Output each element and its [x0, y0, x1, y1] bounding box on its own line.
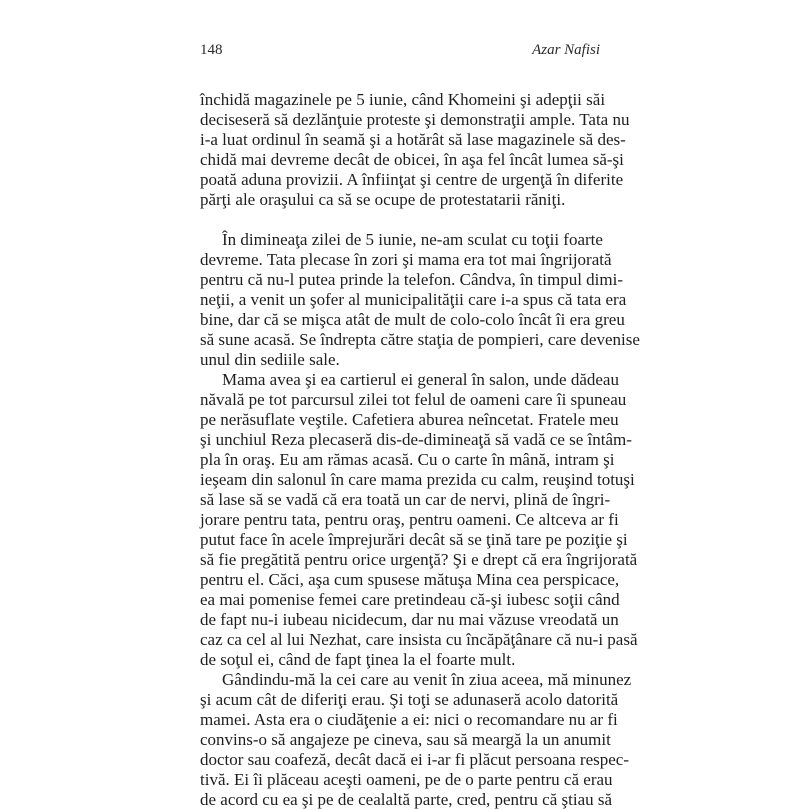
paragraph — [200, 370, 638, 670]
text-line: să lase să se vadă că era toată un car de nervi, plină de îngri- — [200, 490, 611, 509]
text-line: pe nerăsuflate veştile. Cafetiera aburea neîncetat. Fratele meu — [200, 410, 619, 429]
text-line: mamei. Asta era o ciudăţenie a ei: nici o recomandare nu ar fi — [200, 710, 618, 729]
text-line: închidă magazinele pe 5 iunie, când Khomeini şi adepţii săi — [200, 90, 606, 109]
text-line: şi acum cât de diferiţi erau. Şi toţi se adunaseră acolo datorită — [200, 690, 619, 709]
text-line: părţi ale oraşului ca să se ocupe de protestatarii răniţi. — [200, 190, 566, 209]
text-line: jorare pentru tata, pentru oraş, pentru oameni. Ce altceva ar fi — [200, 510, 619, 529]
text-line: de soţul ei, când de fapt ţinea la el foarte mult. — [200, 650, 516, 669]
text-line: de fapt nu-i iubeau nicidecum, dar nu mai văzuse vreodată un — [200, 610, 619, 629]
text-line: să sune acasă. Se îndrepta către staţia de pompieri, care devenise — [200, 330, 640, 349]
text-line: de acord cu ea şi pe de cealaltă parte, cred, pentru că ştiau să — [200, 790, 613, 809]
paragraph — [200, 670, 632, 810]
text-line: doctor sau coafeză, decât dacă ei i-ar fi plăcut persoana respec- — [200, 750, 629, 769]
paragraph — [200, 90, 630, 210]
paragraph — [200, 230, 640, 370]
text-line: bine, dar că se mişca atât de mult de colo-colo încât îi era greu — [200, 310, 625, 329]
text-line: ieşeam din salonul în care mama prezida cu calm, reuşind totuşi — [200, 470, 635, 489]
text-line: deciseseră să dezlănţuie proteste şi demonstraţii ample. Tata nu — [200, 110, 630, 129]
page-number: 148 — [200, 42, 223, 58]
text-line: putut face în acele împrejurări decât să se ţină tare pe poziţie şi — [200, 530, 628, 549]
text-line: devreme. Tata plecase în zori şi mama era tot mai îngrijorată — [200, 250, 612, 269]
text-line: unul din sediile sale. — [200, 350, 340, 369]
text-line: Gândindu-mă la cei care au venit în ziua aceea, mă minunez — [222, 670, 632, 689]
text-line: tivă. Ei îi plăceau aceşti oameni, pe de o parte pentru că erau — [200, 770, 613, 789]
text-line: convins-o să angajeze pe cineva, sau să meargă la un anumit — [200, 730, 611, 749]
text-line: neţii, a venit un şofer al municipalităţii care i-a spus că tata era — [200, 290, 627, 309]
section-break — [200, 210, 600, 230]
text-line: Mama avea şi ea cartierul ei general în salon, unde dădeau — [222, 370, 619, 389]
text-line: pentru că nu-l putea prinde la telefon. Cândva, în timpul dimi- — [200, 270, 623, 289]
text-line: În dimineaţa zilei de 5 iunie, ne-am sculat cu toţii foarte — [222, 230, 603, 249]
running-head-author: Azar Nafisi — [532, 42, 600, 58]
text-line: să fie pregătită pentru orice urgenţă? Şi e drept că era îngrijorată — [200, 550, 638, 569]
running-head — [200, 42, 600, 62]
body-text — [200, 90, 640, 810]
text-line: chidă mai devreme decât de obicei, în aşa fel încât lumea să-şi — [200, 150, 624, 169]
text-line: şi unchiul Reza plecaseră dis-de-dimineaţă să vadă ce se întâm- — [200, 430, 632, 449]
text-line: pla în oraş. Eu am rămas acasă. Cu o carte în mână, intram şi — [200, 450, 615, 469]
text-line: caz ca cel al lui Nezhat, care insista cu încăpăţânare că nu-i pasă — [200, 630, 638, 649]
text-line: ea mai pomenise femei care pretindeau că-şi iubesc soţii când — [200, 590, 620, 609]
text-line: i-a luat ordinul în seamă şi a hotărât să lase magazinele să des- — [200, 130, 626, 149]
text-line: pentru el. Căci, aşa cum spusese mătuşa Mina cea perspicace, — [200, 570, 620, 589]
text-line: năvală pe tot parcursul zilei tot felul de oameni care îi spuneau — [200, 390, 627, 409]
text-line: poată aduna provizii. A înfiinţat şi centre de urgenţă în diferite — [200, 170, 624, 189]
